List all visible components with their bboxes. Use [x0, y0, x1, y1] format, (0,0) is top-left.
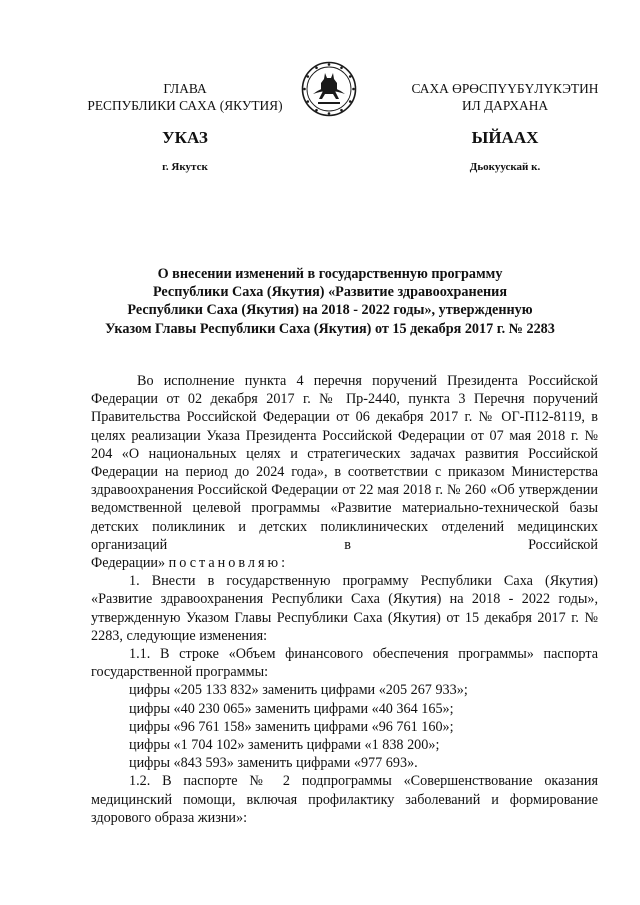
replacement-line: цифры «40 230 065» заменить цифрами «40 364 165»; — [129, 700, 454, 717]
doc-type-left: УКАЗ — [162, 128, 208, 147]
replacement-line: цифры «205 133 832» заменить цифрами «205 267 933»; — [129, 682, 468, 699]
document-body — [91, 372, 598, 827]
header-right-line2: ИЛ ДАРХАНА — [461, 98, 549, 113]
city-right: Дьокуускай к. — [469, 161, 541, 173]
coat-of-arms-icon — [301, 61, 357, 117]
header-right-line1: САХА ӨРӨСПҮҮБҮЛҮКЭТИН — [411, 81, 599, 96]
header-right — [385, 80, 625, 114]
item-1-1: 1.1. В строке «Объем финансового обеспечения программы» паспорта государственной программы: — [91, 646, 598, 681]
title-line: Республики Саха (Якутия) на 2018 - 2022 годы», утвержденную — [127, 302, 533, 319]
decree-word: постановляю: — [168, 555, 289, 572]
title-line: О внесении изменений в государственную программу — [157, 266, 503, 282]
header-left — [75, 80, 295, 114]
preamble-paragraph: Во исполнение пункта 4 перечня поручений Президента Российской Федерации от 02 декабря 2017 г. № Пр-2440, пункта 3 Перечня поручений Правительства Российской Федерации от 06 декабря 2017 г. № ОГ-П12-8119, в целях реализации Указа Президента Российской Федерации от 07 мая 2018 г. № 204 «О национальных целях и стратегических задачах развития Российской Федерации на период до 2024 года», в соответствии с приказом Министерства здравоохранения Российской Федерации от 22 мая 2018 г. № 260 «Об утверждении ведомственной целевой программы «Развитие материально-технической базы детских поликлиник и детских поликлинических отделений медицинских организаций в Российской — [91, 373, 598, 553]
item-1: 1. Внести в государственную программу Республики Саха (Якутия) «Развитие здравоохранения Республики Саха (Якутия) на 2018 - 2022 годы», утвержденную Указом Главы Республики Саха (Якутия) от 15 декабря 2017 г. № 2283, следующие изменения: — [91, 573, 598, 644]
replacement-line: цифры «96 761 158» заменить цифрами «96 761 160»; — [129, 718, 454, 735]
item-1-2: 1.2. В паспорте № 2 подпрограммы «Совершенствование оказания медицинский помощи, включая профилактику заболеваний и формирование здорового образа жизни»: — [91, 773, 598, 826]
preamble-end: Федерации» — [91, 555, 166, 572]
doc-type-right: ЫЙААХ — [471, 128, 539, 147]
title-line: Республики Саха (Якутия) «Развитие здравоохранения — [152, 284, 508, 301]
header-left-line1: ГЛАВА — [163, 81, 207, 96]
replacement-line: цифры «843 593» заменить цифрами «977 693». — [129, 755, 418, 772]
document-title — [80, 265, 580, 338]
city-left: г. Якутск — [162, 161, 208, 173]
decree-line — [91, 554, 598, 572]
title-line: Указом Главы Республики Саха (Якутия) от 15 декабря 2017 г. № 2283 — [105, 320, 555, 337]
header-left-line2: РЕСПУБЛИКИ САХА (ЯКУТИЯ) — [87, 98, 283, 113]
replacement-line: цифры «1 704 102» заменить цифрами «1 838 200»; — [129, 737, 440, 754]
